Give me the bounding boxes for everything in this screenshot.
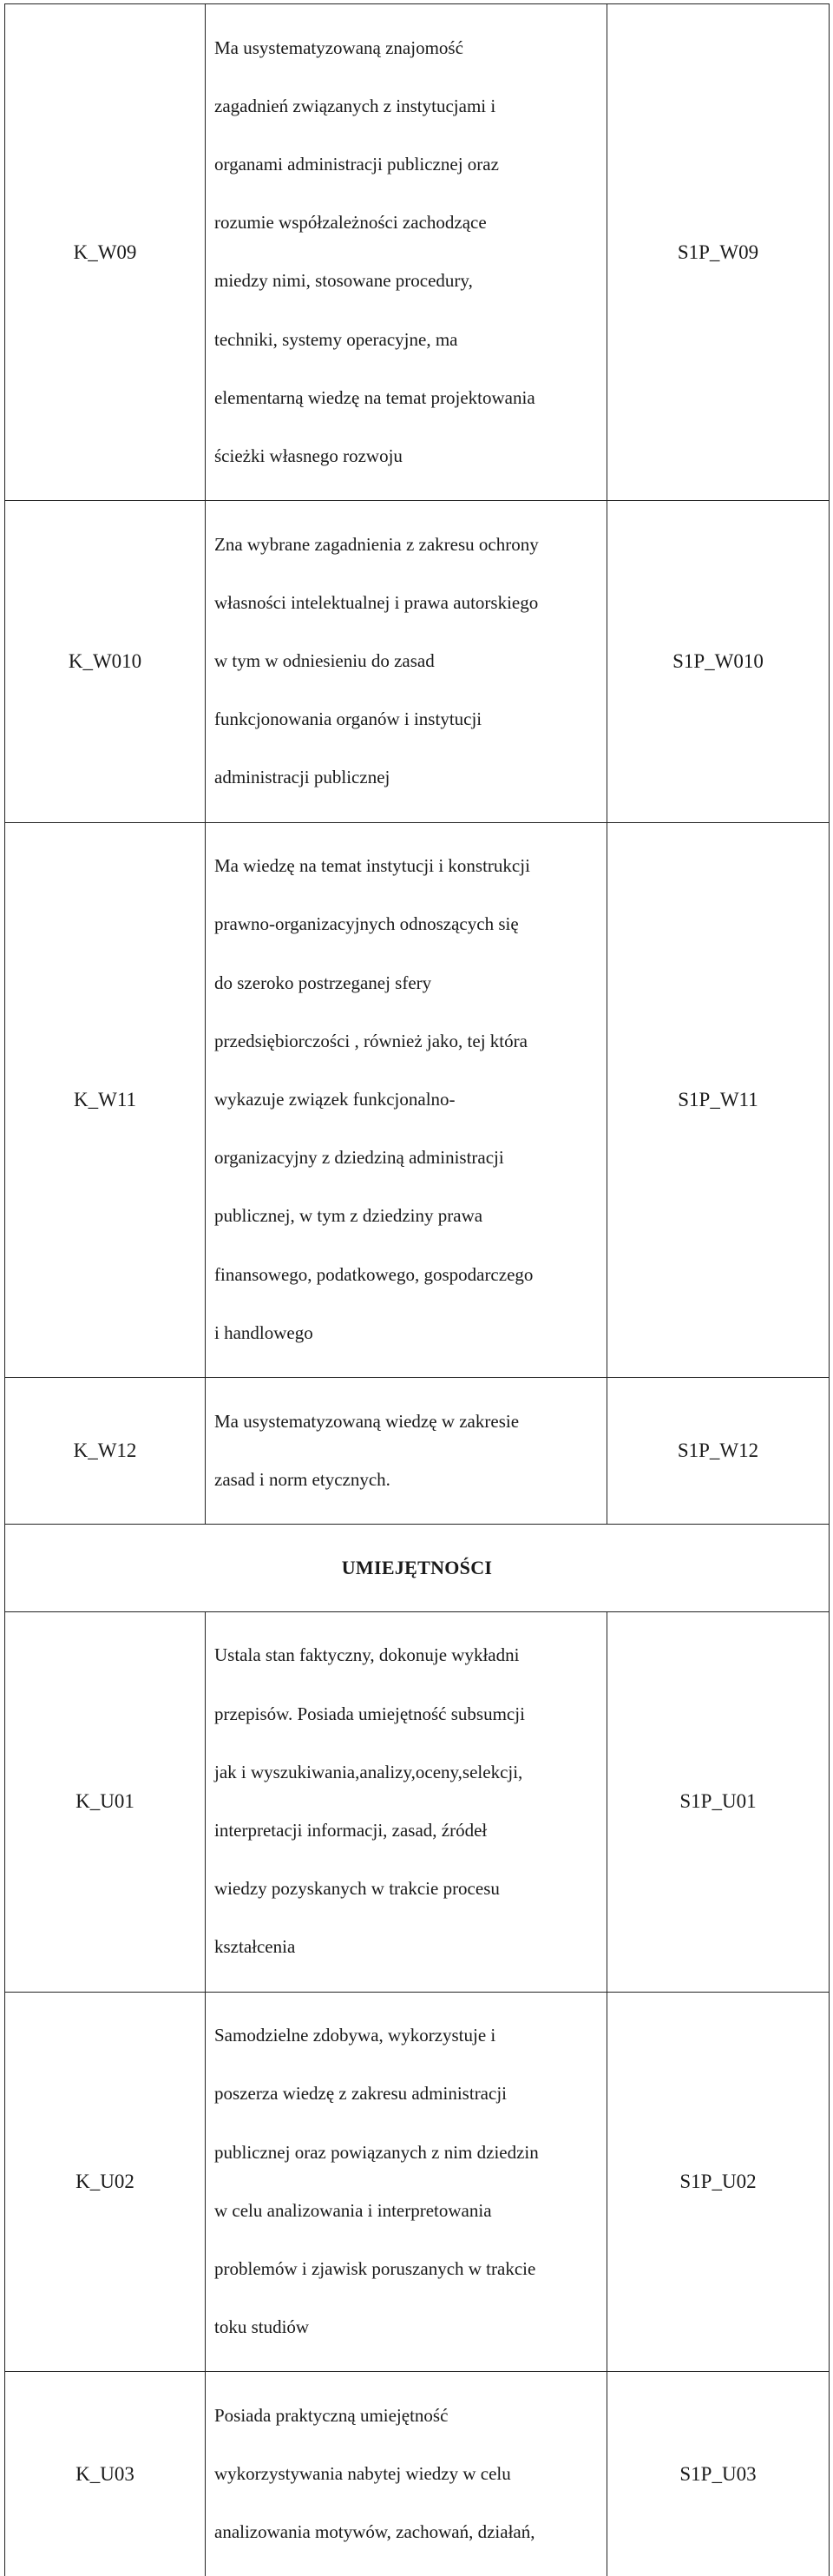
table-row	[5, 1377, 830, 1524]
outcome-code: K_W12	[5, 1377, 206, 1524]
outcome-description: Ma usystematyzowaną znajomość zagadnień związanych z instytucjami i organami administracji publicznej oraz rozumie współzależności zachodzące miedzy nimi, stosowane procedury, techniki, systemy operacyjne, ma elementarną wiedzę na temat projektowania ścieżki własnego rozwoju	[206, 4, 607, 501]
table-row	[5, 2372, 830, 2576]
reference-code: S1P_U03	[607, 2372, 830, 2576]
outcome-description: Ustala stan faktyczny, dokonuje wykładni przepisów. Posiada umiejętność subsumcji jak i wyszukiwania,analizy,oceny,selekcji, interpretacji informacji, zasad, źródeł wiedzy pozyskanych w trakcie procesu kształcenia	[206, 1611, 607, 1992]
learning-outcomes-table	[4, 3, 830, 2576]
outcome-description: Samodzielne zdobywa, wykorzystuje i poszerza wiedzę z zakresu administracji publicznej oraz powiązanych z nim dziedzin w celu analizowania i interpretowania problemów i zjawisk poruszanych w trakcie toku studiów	[206, 1992, 607, 2372]
outcome-description: Ma wiedzę na temat instytucji i konstrukcji prawno-organizacyjnych odnoszących się do szeroko postrzeganej sfery przedsiębiorczości , również jako, tej która wykazuje związek funkcjonalno- organizacyjny z dziedziną administracji publicznej, w tym z dziedziny prawa finansowego, podatkowego, gospodarczego i handlowego	[206, 822, 607, 1377]
reference-code: S1P_W12	[607, 1377, 830, 1524]
table-row	[5, 4, 830, 501]
reference-code: S1P_U02	[607, 1992, 830, 2372]
reference-code: S1P_U01	[607, 1611, 830, 1992]
table-row	[5, 822, 830, 1377]
section-row	[5, 1524, 830, 1611]
outcome-code: K_W010	[5, 501, 206, 823]
section-title: UMIEJĘTNOŚCI	[5, 1524, 830, 1611]
outcome-code: K_W11	[5, 822, 206, 1377]
outcome-code: K_U01	[5, 1611, 206, 1992]
outcome-code: K_U02	[5, 1992, 206, 2372]
outcome-description: Posiada praktyczną umiejętność wykorzystywania nabytej wiedzy w celu analizowania motywów, zachowań, działań,	[206, 2372, 607, 2576]
reference-code: S1P_W010	[607, 501, 830, 823]
outcome-code: K_U03	[5, 2372, 206, 2576]
reference-code: S1P_W09	[607, 4, 830, 501]
table-row	[5, 1992, 830, 2372]
outcome-description: Zna wybrane zagadnienia z zakresu ochrony własności intelektualnej i prawa autorskiego w tym w odniesieniu do zasad funkcjonowania organów i instytucji administracji publicznej	[206, 501, 607, 823]
table-row	[5, 501, 830, 823]
reference-code: S1P_W11	[607, 822, 830, 1377]
outcome-code: K_W09	[5, 4, 206, 501]
outcome-description: Ma usystematyzowaną wiedzę w zakresie zasad i norm etycznych.	[206, 1377, 607, 1524]
table-row	[5, 1611, 830, 1992]
